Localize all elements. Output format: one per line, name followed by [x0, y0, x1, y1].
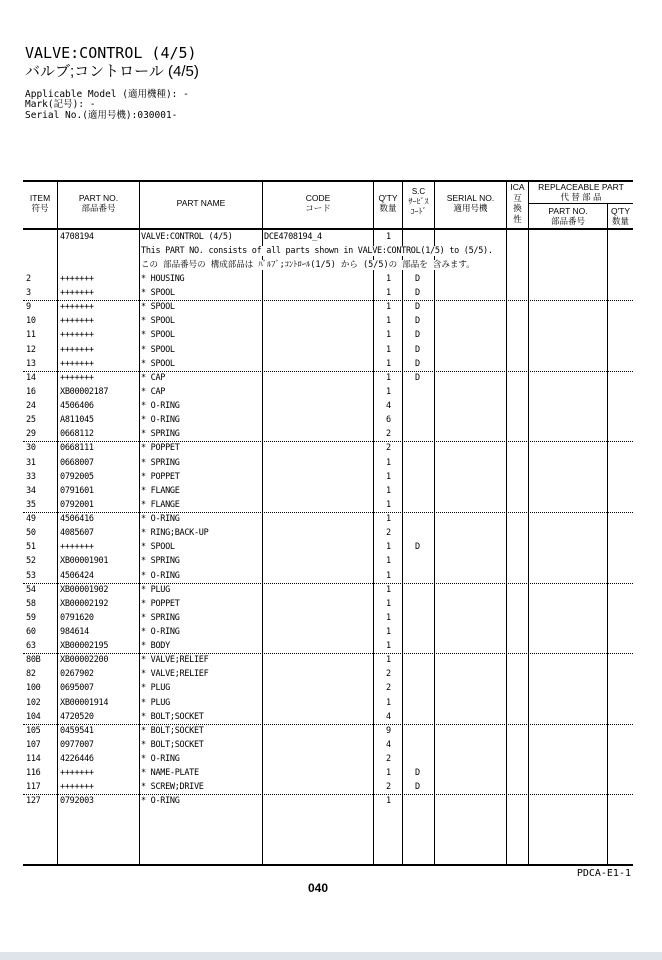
- row-part-name: * FLANGE: [141, 499, 180, 510]
- row-item: 117: [26, 782, 41, 793]
- row-part-no: 0668007: [60, 457, 94, 468]
- row-part-name: * SPRING: [141, 457, 180, 468]
- row-qty: 1: [386, 768, 391, 779]
- row-qty: 1: [386, 344, 391, 355]
- column-divider: [262, 181, 263, 865]
- page-number: 040: [308, 881, 329, 895]
- group-separator: [23, 724, 633, 725]
- column-divider: [506, 181, 507, 865]
- row-item: 82: [26, 669, 36, 680]
- row-part-name: * SPOOL: [141, 330, 175, 341]
- row-service-code: D: [415, 316, 420, 327]
- row-part-no: 4085607: [60, 528, 94, 539]
- row-item: 33: [26, 471, 36, 482]
- row-part-name: * SPOOL: [141, 302, 175, 313]
- row-part-no: 4720520: [60, 711, 94, 722]
- row-part-name: * SPRING: [141, 429, 180, 440]
- group-separator: [23, 794, 633, 795]
- row-part-name: * O-RING: [141, 570, 180, 581]
- row-qty: 1: [386, 358, 391, 369]
- row-service-code: D: [415, 372, 420, 383]
- row-qty: 1: [386, 598, 391, 609]
- row-qty: 2: [386, 782, 391, 793]
- table-header-border: [23, 228, 633, 230]
- row-qty: 1: [386, 485, 391, 496]
- row-part-no: XB00001902: [60, 584, 109, 595]
- row-qty: 1: [386, 556, 391, 567]
- assembly-note-japanese: この 部品番号の 構成部品は ﾊﾞﾙﾌﾞ;ｺﾝﾄﾛｰﾙ(1/5) から (5/5)の 部品を 含みます。: [141, 260, 475, 270]
- row-item: 51: [26, 542, 36, 553]
- row-item: 53: [26, 570, 36, 581]
- row-item: 102: [26, 697, 41, 708]
- row-item: 35: [26, 499, 36, 510]
- row-part-name: * SPOOL: [141, 288, 175, 299]
- row-item: 29: [26, 429, 36, 440]
- row-part-name: * SPRING: [141, 612, 180, 623]
- row-service-code: D: [415, 302, 420, 313]
- row-qty: 1: [386, 655, 391, 666]
- row-part-no: 0668112: [60, 429, 94, 440]
- replaceable-divider: [529, 203, 633, 204]
- header-part-name: PART NAME: [176, 198, 226, 208]
- row-qty: 1: [386, 386, 391, 397]
- column-divider: [607, 204, 608, 865]
- row-part-name: * POPPET: [141, 443, 180, 454]
- row-item: 80B: [26, 655, 41, 666]
- row-qty: 2: [386, 683, 391, 694]
- row-item: 104: [26, 711, 41, 722]
- group-separator: [23, 371, 633, 372]
- row-item: 54: [26, 584, 36, 595]
- row-qty: 4: [386, 711, 391, 722]
- row-qty: 1: [386, 542, 391, 553]
- column-divider: [402, 181, 403, 865]
- row-part-name: * VALVE;RELIEF: [141, 655, 209, 666]
- row-item: 34: [26, 485, 36, 496]
- header-replaceable-part-no: PART NO. 部品番号: [548, 206, 588, 226]
- row-qty: 9: [386, 725, 391, 736]
- row-item: 16: [26, 386, 36, 397]
- row-item: 31: [26, 457, 36, 468]
- row-item: 10: [26, 316, 36, 327]
- row-qty: 4: [386, 739, 391, 750]
- header-code: CODE コード: [305, 193, 331, 213]
- row-service-code: D: [415, 782, 420, 793]
- row-item: 60: [26, 627, 36, 637]
- row-part-no: XB00002200: [60, 655, 109, 666]
- row-part-name: * O-RING: [141, 627, 180, 637]
- row-service-code: D: [415, 274, 420, 284]
- row-item: 58: [26, 598, 36, 609]
- row-part-name: * SPOOL: [141, 358, 175, 369]
- row-part-name: * BOLT;SOCKET: [141, 739, 204, 750]
- row-part-name: * SCREW;DRIVE: [141, 782, 204, 793]
- group-separator: [23, 512, 633, 513]
- row-service-code: D: [415, 330, 420, 341]
- group-separator: [23, 300, 633, 301]
- group-separator: [23, 441, 633, 442]
- row-item: 114: [26, 754, 41, 765]
- mark: Mark(記号): -: [25, 99, 96, 110]
- row-part-no: +++++++: [60, 274, 94, 284]
- row-part-no: +++++++: [60, 358, 94, 369]
- row-part-name: * O-RING: [141, 514, 180, 525]
- header-interchangeability: ICA 互 換 性: [510, 182, 525, 224]
- row-part-no: XB00002195: [60, 641, 109, 652]
- row-part-no: 4506424: [60, 570, 94, 581]
- row-part-no: 0791620: [60, 612, 94, 623]
- column-divider: [139, 181, 140, 865]
- row-service-code: D: [415, 288, 420, 299]
- row-item: 25: [26, 415, 36, 426]
- column-divider: [434, 181, 435, 865]
- page-title: VALVE:CONTROL (4/5): [25, 44, 197, 62]
- header-service-code: S.C ｻｰﾋﾞｽ ｺｰﾄﾞ: [408, 187, 429, 216]
- row-part-name: * O-RING: [141, 401, 180, 412]
- row-part-no: 4226446: [60, 754, 94, 765]
- row-qty: 1: [386, 584, 391, 595]
- row-qty: 4: [386, 401, 391, 412]
- viewer-bottom-bar: [0, 952, 662, 960]
- row-part-name: * RING;BACK-UP: [141, 528, 209, 539]
- column-divider: [57, 181, 58, 865]
- row-part-no: +++++++: [60, 782, 94, 793]
- row-qty: 1: [386, 274, 391, 284]
- row-part-no: +++++++: [60, 288, 94, 299]
- row-item: 24: [26, 401, 36, 412]
- row-part-no: +++++++: [60, 316, 94, 327]
- row-part-name: * VALVE;RELIEF: [141, 669, 209, 680]
- column-divider: [373, 181, 374, 865]
- row-qty: 1: [386, 302, 391, 313]
- row-part-no: 0695007: [60, 683, 94, 694]
- row-part-no: XB00001901: [60, 556, 109, 567]
- row-part-no: 0267902: [60, 669, 94, 680]
- row-qty: 1: [386, 796, 391, 807]
- header-part-no: PART NO. 部品番号: [78, 193, 119, 213]
- row-qty: 1: [386, 372, 391, 383]
- row-part-name: * CAP: [141, 386, 166, 397]
- row-qty: 2: [386, 528, 391, 539]
- row-item: 14: [26, 372, 36, 383]
- assembly-code: DCE4708194_4: [264, 232, 322, 242]
- row-part-name: * BOLT;SOCKET: [141, 725, 204, 736]
- row-item: 116: [26, 768, 41, 779]
- row-part-name: * HOUSING: [141, 274, 185, 284]
- applicable-model: Applicable Model (適用機種): -: [25, 89, 189, 100]
- row-part-name: * NAME-PLATE: [141, 768, 199, 779]
- row-part-no: +++++++: [60, 768, 94, 779]
- row-part-no: 0792005: [60, 471, 94, 482]
- row-item: 100: [26, 683, 41, 694]
- row-part-name: * BODY: [141, 641, 170, 652]
- row-part-no: +++++++: [60, 330, 94, 341]
- header-serial-no: SERIAL NO. 適用号機: [446, 193, 495, 213]
- row-part-name: * O-RING: [141, 796, 180, 807]
- row-qty: 1: [386, 612, 391, 623]
- row-part-name: * FLANGE: [141, 485, 180, 496]
- row-qty: 1: [386, 697, 391, 708]
- header-replaceable-qty: Q'TY 数量: [610, 206, 631, 226]
- row-part-no: +++++++: [60, 302, 94, 313]
- row-part-no: XB00002192: [60, 598, 109, 609]
- row-qty: 1: [386, 499, 391, 510]
- row-qty: 2: [386, 669, 391, 680]
- row-part-name: * POPPET: [141, 471, 180, 482]
- row-qty: 1: [386, 641, 391, 652]
- row-part-name: * PLUG: [141, 683, 170, 694]
- row-item: 2: [26, 274, 31, 284]
- row-part-name: * SPRING: [141, 556, 180, 567]
- row-service-code: D: [415, 358, 420, 369]
- assembly-name: VALVE:CONTROL (4/5): [141, 232, 233, 242]
- row-qty: 2: [386, 754, 391, 765]
- row-item: 3: [26, 288, 31, 299]
- header-replaceable-part: REPLACEABLE PART 代 替 部 品: [538, 182, 624, 202]
- row-part-no: +++++++: [60, 344, 94, 355]
- assembly-note: This PART NO. consists of all parts shown in VALVE:CONTROL(1/5) to (5/5).: [141, 246, 493, 256]
- serial-range: Serial No.(適用号機):030001-: [25, 110, 178, 121]
- row-qty: 1: [386, 627, 391, 637]
- row-part-no: 0792001: [60, 499, 94, 510]
- row-service-code: D: [415, 768, 420, 779]
- row-part-no: 0459541: [60, 725, 94, 736]
- row-part-name: * PLUG: [141, 697, 170, 708]
- assembly-part-no: 4708194: [60, 232, 94, 242]
- row-item: 107: [26, 739, 41, 750]
- row-part-no: +++++++: [60, 542, 94, 553]
- row-qty: 1: [386, 330, 391, 341]
- row-qty: 1: [386, 457, 391, 468]
- row-qty: 1: [386, 514, 391, 525]
- row-qty: 1: [386, 471, 391, 482]
- row-service-code: D: [415, 344, 420, 355]
- table-bottom-border: [23, 864, 633, 866]
- row-item: 127: [26, 796, 41, 807]
- row-item: 105: [26, 725, 41, 736]
- row-part-name: * SPOOL: [141, 344, 175, 355]
- row-item: 50: [26, 528, 36, 539]
- row-service-code: D: [415, 542, 420, 553]
- row-part-no: 0791601: [60, 485, 94, 496]
- row-item: 11: [26, 330, 36, 341]
- row-qty: 2: [386, 443, 391, 454]
- row-part-no: 4506406: [60, 401, 94, 412]
- row-item: 9: [26, 302, 31, 313]
- row-part-name: * BOLT;SOCKET: [141, 711, 204, 722]
- row-item: 12: [26, 344, 36, 355]
- row-part-no: +++++++: [60, 372, 94, 383]
- row-part-no: A811045: [60, 415, 94, 426]
- row-item: 13: [26, 358, 36, 369]
- assembly-qty: 1: [386, 232, 391, 242]
- row-item: 59: [26, 612, 36, 623]
- page-title-japanese: バルブ;コントロール (4/5): [25, 63, 199, 80]
- row-qty: 6: [386, 415, 391, 426]
- row-part-no: XB00002187: [60, 386, 109, 397]
- column-divider: [528, 181, 529, 865]
- document-code: PDCA-E1-1: [576, 868, 631, 879]
- row-part-no: 0792003: [60, 796, 94, 807]
- row-part-no: 984614: [60, 627, 89, 637]
- row-qty: 1: [386, 316, 391, 327]
- group-separator: [23, 653, 633, 654]
- row-part-no: 0977007: [60, 739, 94, 750]
- row-part-name: * O-RING: [141, 415, 180, 426]
- row-part-no: 0668111: [60, 443, 94, 454]
- row-part-name: * SPOOL: [141, 316, 175, 327]
- row-qty: 1: [386, 288, 391, 299]
- row-part-no: 4506416: [60, 514, 94, 525]
- row-part-no: XB00001914: [60, 697, 109, 708]
- row-part-name: * SPOOL: [141, 542, 175, 553]
- row-item: 30: [26, 443, 36, 454]
- group-separator: [23, 583, 633, 584]
- row-item: 52: [26, 556, 36, 567]
- row-qty: 1: [386, 570, 391, 581]
- row-part-name: * PLUG: [141, 584, 170, 595]
- row-item: 49: [26, 514, 36, 525]
- header-item: ITEM 符号: [29, 193, 51, 213]
- row-part-name: * CAP: [141, 372, 166, 383]
- row-qty: 2: [386, 429, 391, 440]
- header-qty: Q'TY 数量: [378, 193, 398, 213]
- row-part-name: * POPPET: [141, 598, 180, 609]
- row-item: 63: [26, 641, 36, 652]
- row-part-name: * O-RING: [141, 754, 180, 765]
